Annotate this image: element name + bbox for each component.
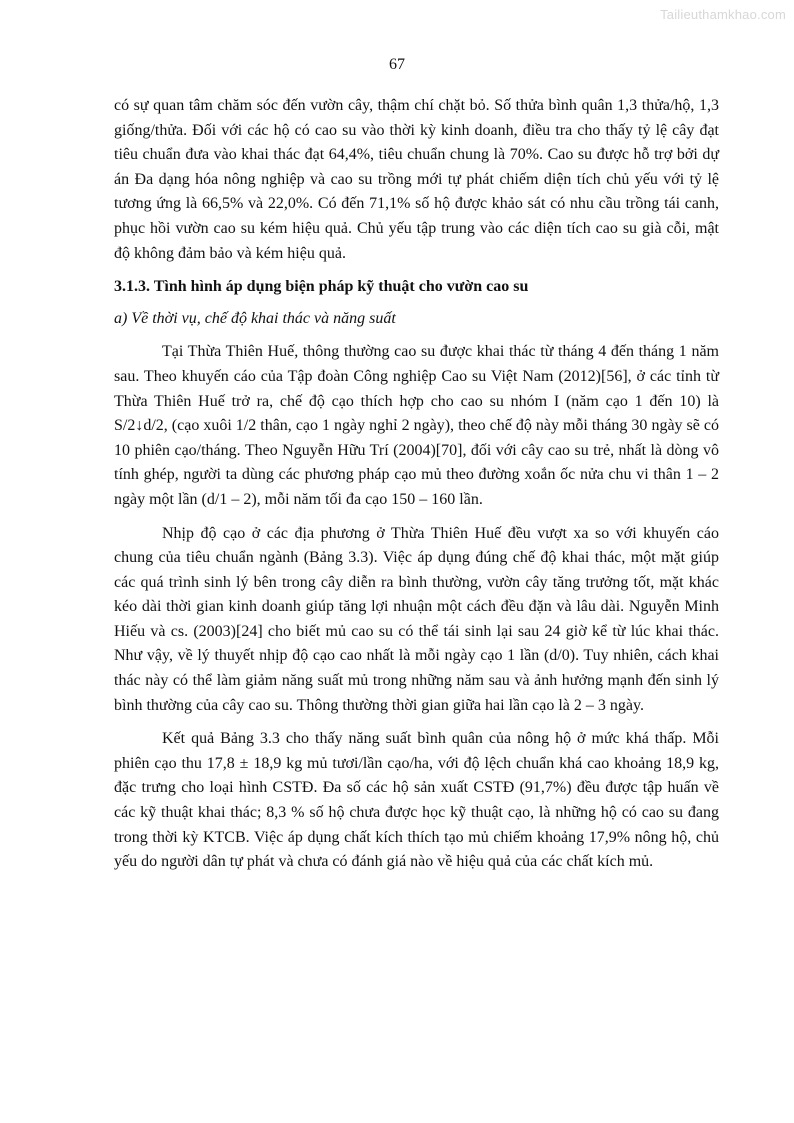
paragraph-continuation: có sự quan tâm chăm sóc đến vườn cây, thậm chí chặt bỏ. Số thửa bình quân 1,3 thửa/hộ, 1,3 giống/thửa. Đối với các hộ có cao su vào thời kỳ kinh doanh, điều tra cho thấy tỷ lệ cây đạt tiêu chuẩn đưa vào khai thác đạt 64,4%, tiêu chuẩn chung là 70%. Cao su được hỗ trợ bởi dự án Đa dạng hóa nông nghiệp và cao su trồng mới tự phát chiếm diện tích chủ yếu với tỷ lệ tương ứng là 66,5% và 22,0%. Có đến 71,1% số hộ được khảo sát có nhu cầu trồng tái canh, phục hồi vườn cao su kém hiệu quả. Chủ yếu tập trung vào các diện tích cao su già cỗi, mật độ không đảm bảo và kém hiệu quả. <box>114 97 719 262</box>
subsection-heading: a) Về thời vụ, chế độ khai thác và năng suất <box>114 309 396 327</box>
document-body <box>114 94 719 884</box>
paragraph-tapping-frequency: Nhịp độ cạo ở các địa phương ở Thừa Thiên Huế đều vượt xa so với khuyến cáo chung của tiêu chuẩn ngành (Bảng 3.3). Việc áp dụng đúng chế độ khai thác, một mặt giúp các quá trình sinh lý bên trong cây diễn ra bình thường, vườn cây tăng trưởng tốt, mặt khác kéo dài thời gian kinh doanh giúp tăng lợi nhuận một cách đều đặn và lâu dài. Nguyễn Minh Hiếu và cs. (2003)[24] cho biết mủ cao su có thể tái sinh lại sau 24 giờ kể từ lúc khai thác. Như vậy, về lý thuyết nhịp độ cạo cao nhất là mỗi ngày cạo 1 lần (d/0). Tuy nhiên, cách khai thác này có thể làm giảm năng suất mủ trong những năm sau và ảnh hưởng mạnh đến sinh lý bình thường của cây cao su. Thông thường thời gian giữa hai lần cạo là 2 – 3 ngày. <box>114 524 719 714</box>
paragraph-tapping-regime: Tại Thừa Thiên Huế, thông thường cao su được khai thác từ tháng 4 đến tháng 1 năm sau. Theo khuyến cáo của Tập đoàn Công nghiệp Cao su Việt Nam (2012)[56], ở các tỉnh từ Thừa Thiên Huế trở ra, chế độ cạo thích hợp cho cao su nhóm I (năm cạo 1 đến 10) là S/2↓d/2, (cạo xuôi 1/2 thân, cạo 1 ngày nghỉ 2 ngày), theo chế độ này mỗi tháng 30 ngày sẽ có 10 phiên cạo/tháng. Theo Nguyễn Hữu Trí (2004)[70], đối với cây cao su trẻ, nhất là dòng vô tính ghép, người ta dùng các phương pháp cạo mủ theo đường xoắn ốc nửa chu vi thân 1 – 2 ngày một lần (d/1 – 2), mỗi năm tối đa cạo 150 – 160 lần. <box>114 343 719 508</box>
page-number: 67 <box>389 56 405 73</box>
watermark: Tailieuthamkhao.com <box>660 7 786 22</box>
section-heading: 3.1.3. Tình hình áp dụng biện pháp kỹ thuật cho vườn cao su <box>114 278 529 296</box>
paragraph-yield-results: Kết quả Bảng 3.3 cho thấy năng suất bình quân của nông hộ ở mức khá thấp. Mỗi phiên cạo thu 17,8 ± 18,9 kg mủ tươi/lần cạo/ha, với độ lệch chuẩn khá cao khoảng 18,9 kg, đặc trưng cho loại hình CSTĐ. Đa số các hộ sản xuất CSTĐ (91,7%) đều được tập huấn về các kỹ thuật khai thác; 8,3 % số hộ chưa được học kỹ thuật cạo, là những hộ có cao su đang trong thời kỳ KTCB. Việc áp dụng chất kích thích tạo mủ chiếm khoảng 17,9% nông hộ, chủ yếu do người dân tự phát và chưa có đánh giá nào về hiệu quả của các chất kích mủ. <box>114 730 719 871</box>
